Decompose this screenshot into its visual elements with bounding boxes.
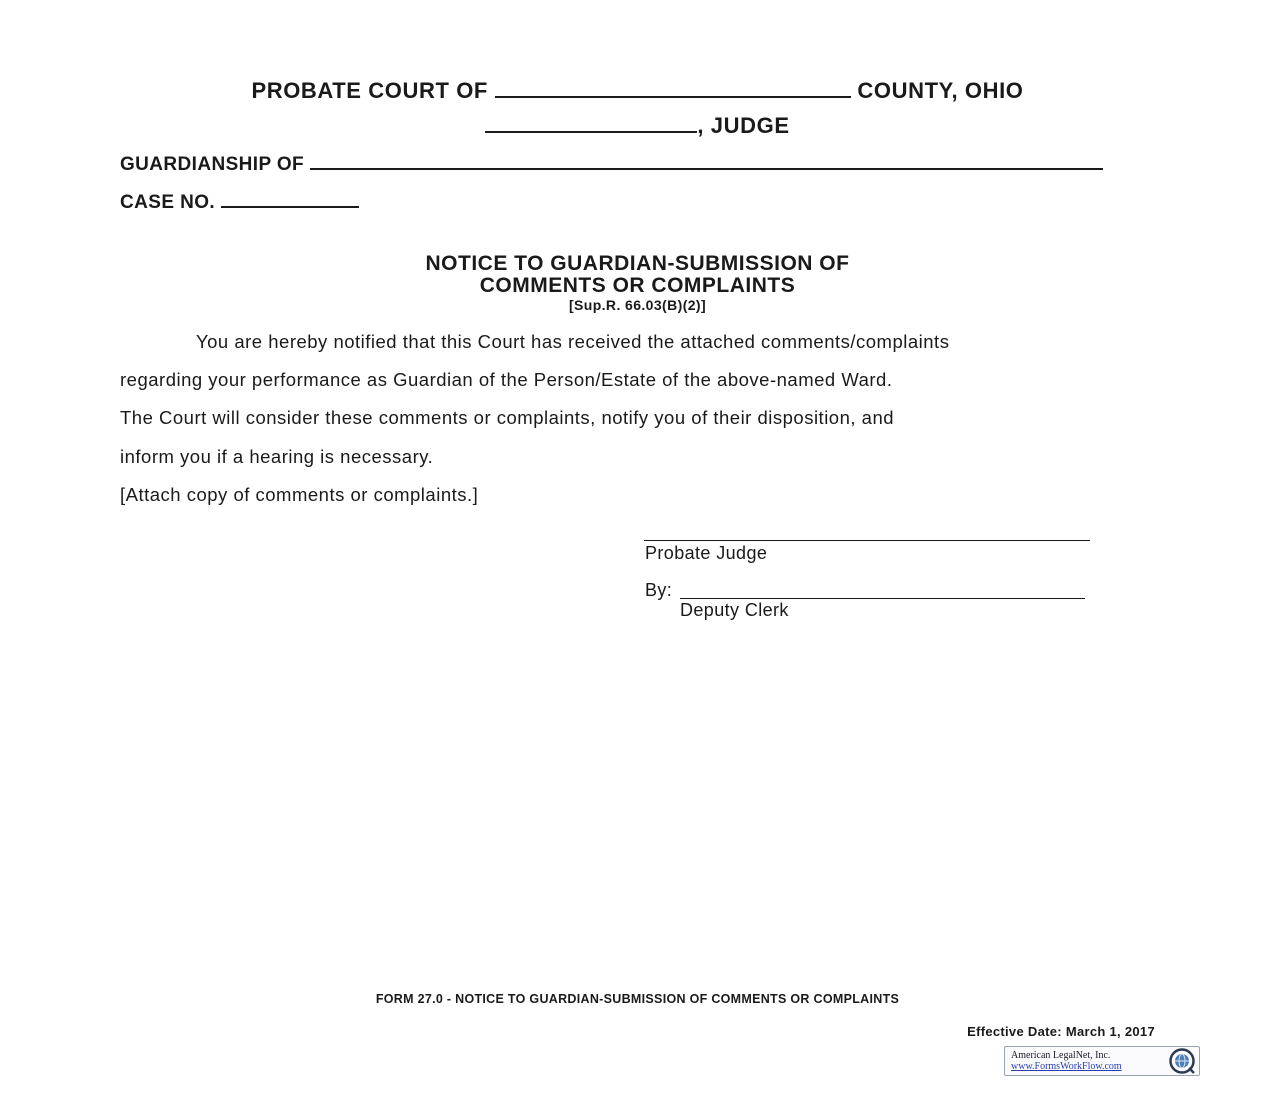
body-line-4: inform you if a hearing is necessary.	[120, 446, 434, 467]
probate-judge-label: Probate Judge	[645, 543, 768, 563]
case-number-line	[120, 192, 359, 214]
body-line-1: You are hereby notified that this Court has received the attached comments/complaints	[196, 331, 950, 352]
body-line-2: regarding your performance as Guardian of the Person/Estate of the above-named Ward.	[120, 369, 893, 390]
guardianship-label: GUARDIANSHIP OF	[120, 154, 305, 175]
globe-logo-icon	[1169, 1048, 1195, 1074]
case-number-blank[interactable]	[221, 206, 359, 208]
badge-company: American LegalNet, Inc.	[1011, 1050, 1111, 1061]
judge-suffix: , JUDGE	[697, 113, 790, 138]
case-number-label: CASE NO.	[120, 192, 216, 213]
deputy-clerk-label: Deputy Clerk	[680, 600, 789, 620]
court-heading	[0, 78, 1275, 104]
body-line-3: The Court will consider these comments or complaints, notify you of their disposition, and	[120, 407, 895, 428]
judge-heading	[0, 113, 1275, 139]
guardianship-line	[120, 154, 1103, 176]
ward-name-blank[interactable]	[310, 168, 1103, 170]
rule-reference: [Sup.R. 66.03(B)(2)]	[568, 297, 707, 313]
judge-signature-line[interactable]	[644, 540, 1090, 541]
attach-note: [Attach copy of comments or complaints.]	[120, 484, 479, 505]
court-prefix: PROBATE COURT OF	[251, 78, 488, 103]
form-footer-title: FORM 27.0 - NOTICE TO GUARDIAN-SUBMISSION OF COMMENTS OR COMPLAINTS	[375, 992, 900, 1006]
publisher-badge[interactable]	[1004, 1046, 1200, 1076]
effective-date: Effective Date: March 1, 2017	[967, 1024, 1155, 1039]
badge-url-link[interactable]: www.FormsWorkFlow.com	[1011, 1061, 1122, 1072]
deputy-signature-line[interactable]	[680, 598, 1085, 599]
county-blank[interactable]	[495, 96, 851, 98]
by-label: By:	[645, 580, 673, 600]
notice-title-line-1: NOTICE TO GUARDIAN-SUBMISSION OF	[425, 252, 850, 275]
notice-title-line-2: COMMENTS OR COMPLAINTS	[479, 274, 796, 297]
judge-name-blank[interactable]	[485, 131, 697, 133]
court-suffix: COUNTY, OHIO	[857, 78, 1024, 103]
